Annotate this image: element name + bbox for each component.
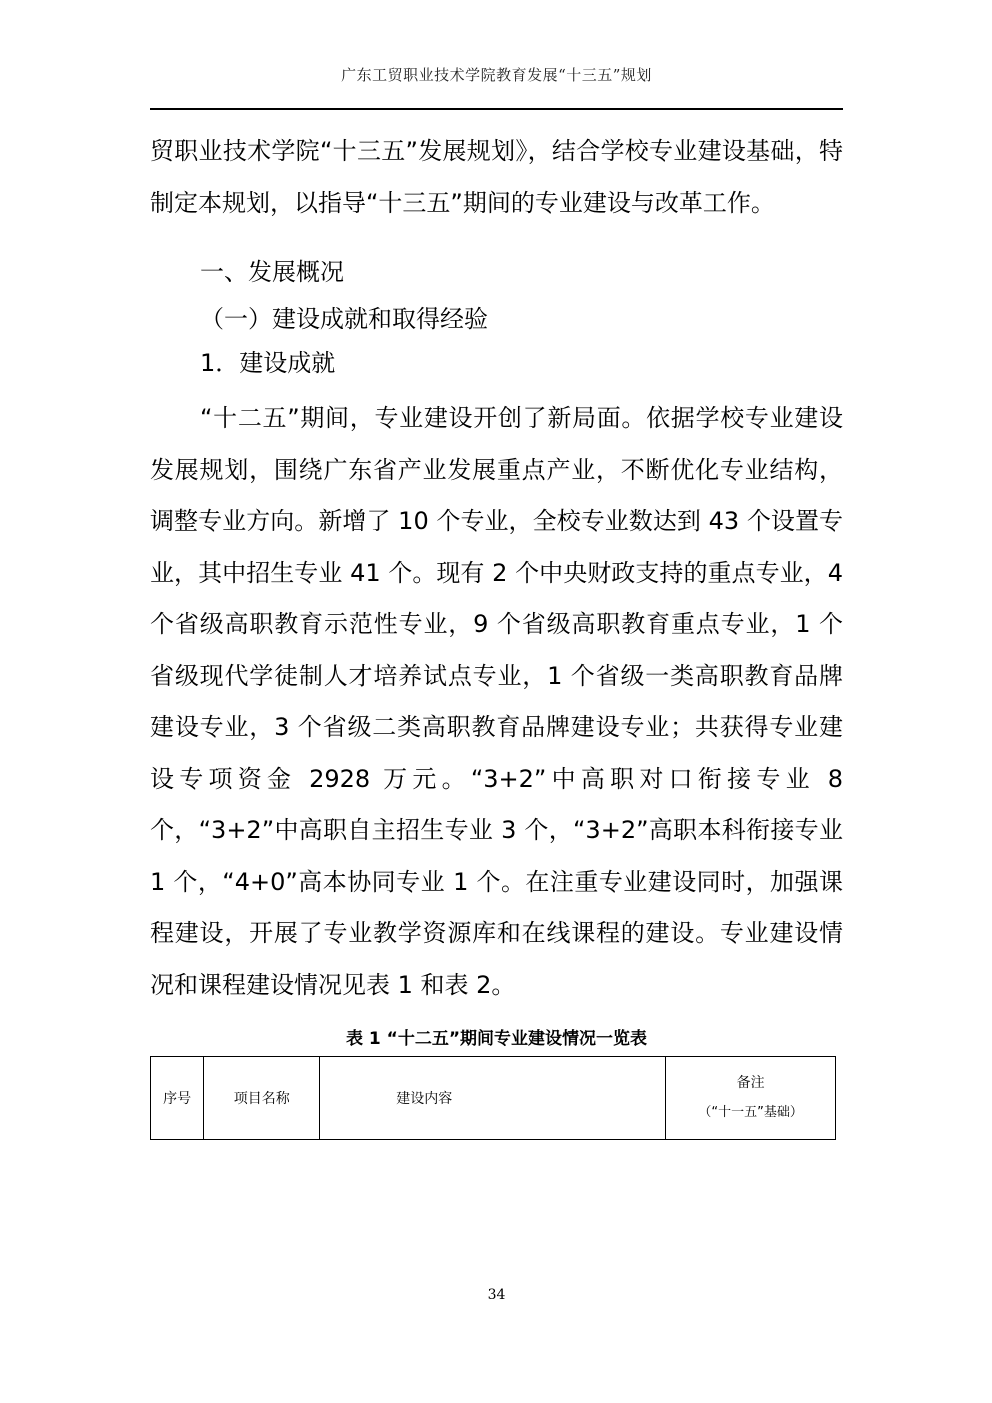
page-number: 34 [487,1287,506,1303]
header-remark [666,1057,836,1140]
header-project-name: 项目名称 [204,1057,320,1140]
running-header: 广东工贸职业技术学院教育发展“十三五”规划 [341,66,652,84]
header-divider [150,108,843,110]
section-heading: 一、发展概况 [200,258,344,286]
page-body [150,126,843,1011]
intro-paragraph: 贸职业技术学院“十三五”发展规划》，结合学校专业建设基础，特制定本规划，以指导“十三五”期间的专业建设与改革工作。 [150,137,843,217]
table-header-row [151,1057,836,1140]
header-remark-note: （“十一五”基础） [698,1105,803,1120]
item-heading: 1．建设成就 [200,349,336,377]
overview-table [150,1056,836,1140]
table-caption: 表 1 “十二五”期间专业建设情况一览表 [345,1029,647,1049]
body-paragraph: “十二五”期间，专业建设开创了新局面。依据学校专业建设发展规划，围绕广东省产业发展重点产业，不断优化专业结构，调整专业方向。新增了 10 个专业，全校专业数达到 43 个设置专业，其中招生专业 41 个。现有 2 个中央财政支持的重点专业，4 个省级高职教育示范性专业，9 个省级高职教育重点专业，1 个省级现代学徒制人才培养试点专业，1 个省级一类高职教育品牌建设专业，3 个省级二类高职教育品牌建设专业；共获得专业建设专项资金 2928 万元。“3+2”中高职对口衔接专业 8 个，“3+2”中高职自主招生专业 3 个，“3+2”高职本科衔接专业 1 个，“4+0”高本协同专业 1 个。在注重专业建设同时，加强课程建设，开展了专业教学资源库和在线课程的建设。专业建设情况和课程建设情况见表 1 和表 2。 [150,404,843,999]
header-content: 建设内容 [320,1057,666,1140]
subsection-heading: （一）建设成就和取得经验 [200,305,488,333]
header-remark-label: 备注 [736,1075,765,1091]
header-seq: 序号 [151,1057,204,1140]
